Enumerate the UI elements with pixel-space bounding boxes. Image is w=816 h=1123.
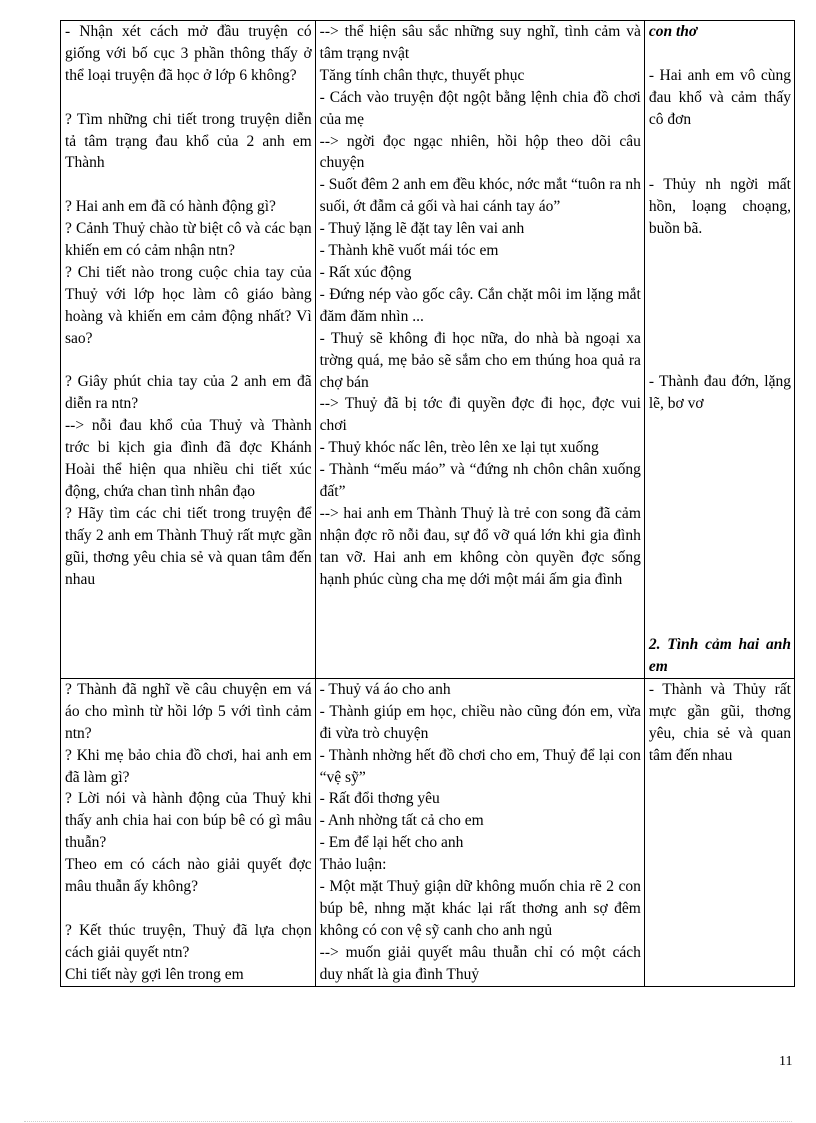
lesson-table [60,20,795,987]
blank-line [649,240,791,262]
section-heading: con thơ [648,23,698,40]
blank-line [649,415,791,437]
table-row [61,21,795,679]
question-line: ? Kết thúc truyện, Thuỷ đã lựa chọn cách giải quyết ntn? [65,921,312,961]
summary-line: --> nỗi đau khổ của Thuỷ và Thành trớc bi kịch gia đình đã đợc Khánh Hoài thể hiện qua nhiều chi tiết xúc động, chứa chan tình nhân đạo [65,417,312,500]
blank-line [649,612,791,634]
blank-line [649,131,791,153]
note-line: - Hai anh em vô cùng đau khổ và cảm thấy cô đơn [648,66,791,128]
question-line: ? Tìm những chi tiết trong truyện diễn tả tâm trạng đau khổ của 2 anh em Thành [65,110,312,172]
question-line: ? Khi mẹ bảo chia đồ chơi, hai anh em đã làm gì? [65,746,312,786]
blank-line [649,547,791,569]
answer-line: - Thuỷ sẽ không đi học nữa, do nhà bà ngoại xa trờng quá, mẹ bảo sẽ sắm cho em thúng hoa quả ra chợ bán [319,329,641,391]
teacher-questions-cell [61,678,316,986]
question-line: ? Chi tiết nào trong cuộc chia tay của Thuỷ với lớp học làm cô giáo bàng hoàng và khiến em cảm động nhất? Vì sao? [65,263,312,347]
blank-line [65,174,312,196]
question-line: ? Giây phút chia tay của 2 anh em đã diễn ra ntn? [65,373,312,413]
table-row [61,678,795,986]
student-answers-cell [315,21,644,679]
blank-line [649,503,791,525]
note-line: - Thành và Thủy rất mực gần gũi, thơng yêu, chia sẻ và quan tâm đến nhau [648,680,791,764]
notes-cell [644,678,794,986]
footer-divider [24,1121,792,1122]
question-line: Chi tiết này gợi lên trong em [65,965,244,983]
note-line: - Thủy nh ngời mất hồn, loạng choạng, buồn bã. [648,176,791,238]
answer-line: - Thành khẽ vuốt mái tóc em [319,242,499,260]
answer-line: - Thành nhờng hết đồ chơi cho em, Thuỷ để lại con “vệ sỹ” [319,746,641,786]
blank-line [649,525,791,547]
blank-line [649,568,791,590]
blank-line [649,481,791,503]
answer-line: - Rất đổi thơng yêu [319,790,440,808]
question-line: ? Hãy tìm các chi tiết trong truyện để thấy 2 anh em Thành Thuỷ rất mực gần gũi, thơng yêu chia sẻ và quan tâm đến nhau [65,504,312,588]
blank-line [649,152,791,174]
question-line: ? Hai anh em đã có hành động gì? [65,198,276,216]
blank-line [649,590,791,612]
blank-line [65,87,312,109]
blank-line [649,262,791,284]
answer-line: - Thuỷ vá áo cho anh [319,680,451,698]
blank-line [649,43,791,65]
answer-line: - Rất xúc động [319,263,412,281]
answer-line: --> muốn giải quyết mâu thuẫn chỉ có một cách duy nhất là gia đình Thuỷ [319,943,641,983]
question-line: ? Lời nói và hành động của Thuỷ khi thấy anh chia hai con búp bê có gì mâu thuẫn? [65,790,312,852]
answer-line: - Một mặt Thuỷ giận dữ không muốn chia rẽ 2 con búp bê, nhng mặt khác lại rất thơng anh sợ đêm không có con vệ sỹ canh cho anh ngủ [319,878,641,939]
note-line: - Thành đau đớn, lặng lẽ, bơ vơ [648,373,791,413]
page-number: 11 [779,1054,793,1069]
answer-line: - Thành “mếu máo” và “đứng nh chôn chân xuống đất” [319,461,641,501]
answer-line: - Cách vào truyện đột ngột bằng lệnh chia đồ chơi của mẹ [319,88,641,128]
answer-line: --> thể hiện sâu sắc những suy nghĩ, tình cảm và tâm trạng nvật [319,23,641,62]
answer-line: Thảo luận: [319,856,387,874]
notes-cell [644,21,794,679]
blank-line [649,437,791,459]
answer-line: - Thuỷ khóc nấc lên, trèo lên xe lại tụt xuống [319,439,599,457]
answer-line: --> hai anh em Thành Thuỷ là trẻ con song đã cảm nhận đợc rõ nỗi đau, sự đổ vỡ quá lớn khi gia đình tan vỡ. Hai anh em không còn quyền đợc sống hạnh phúc cùng cha mẹ dới một mái ấm gia đình [319,504,641,588]
answer-line: - Anh nhờng tất cả cho em [319,812,484,830]
question-line: ? Thành đã nghĩ về câu chuyện em vá áo cho mình từ hồi lớp 5 với tình cảm ntn? [65,680,312,742]
section-title: 2. Tình cảm hai anh em [648,636,791,675]
answer-line: --> Thuỷ đã bị tớc đi quyền đợc đi học, đợc vui chơi [319,395,641,435]
blank-line [65,350,312,372]
question-line: Theo em có cách nào giải quyết đợc mâu thuẫn ấy không? [65,856,312,896]
answer-line: - Thành giúp em học, chiều nào cũng đón em, vừa đi vừa trò chuyện [319,702,641,742]
blank-line [649,328,791,350]
answer-line: - Thuỷ lặng lẽ đặt tay lên vai anh [319,220,525,238]
answer-line: - Đứng nép vào gốc cây. Cắn chặt môi im lặng mắt đăm đăm nhìn ... [319,285,641,325]
blank-line [649,459,791,481]
blank-line [649,284,791,306]
answer-line: - Em để lại hết cho anh [319,834,464,852]
teacher-questions-cell [61,21,316,679]
student-answers-cell [315,678,644,986]
blank-line [65,898,312,920]
question-line: - Nhận xét cách mở đầu truyện có giống với bố cục 3 phần thông thấy ở thể loại truyện đã học ở lớp 6 không? [65,23,312,84]
blank-line [649,306,791,328]
blank-line [649,349,791,371]
answer-line: - Suốt đêm 2 anh em đều khóc, nớc mắt “tuôn ra nh suối, ớt đẫm cả gối và hai cánh tay áo” [319,176,641,216]
answer-line: Tăng tính chân thực, thuyết phục [319,66,525,84]
question-line: ? Cảnh Thuỷ chào từ biệt cô và các bạn khiến em có cảm nhận ntn? [65,220,312,260]
answer-line: --> ngời đọc ngạc nhiên, hồi hộp theo dõi câu chuyện [319,132,641,172]
